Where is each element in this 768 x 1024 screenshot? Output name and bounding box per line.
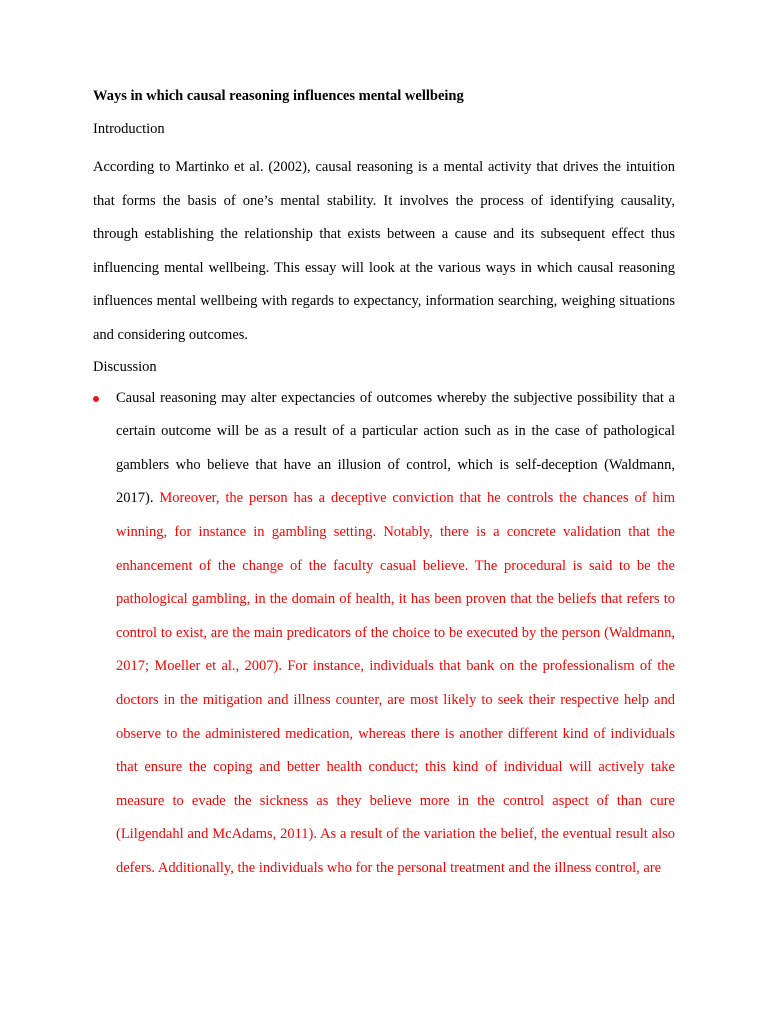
introduction-heading: Introduction	[93, 121, 165, 137]
bullet-text-black: Causal reasoning may alter expectancies of outcomes whereby the subjective possibility that a certain outcome will be as a result of a particular action such as in the case of pathological gamblers who believe that have an illusion of control, which is self-deception (Waldmann, 2017).	[116, 389, 675, 507]
bullet-icon	[93, 396, 99, 402]
document-title: Ways in which causal reasoning influences mental wellbeing	[93, 88, 464, 104]
document-page	[93, 86, 675, 885]
introduction-paragraph: According to Martinko et al. (2002), causal reasoning is a mental activity that drives the intuition that forms the basis of one’s mental stability. It involves the process of identifying causality, through establishing the relationship that exists between a cause and its subsequent effect thus influencing mental wellbeing. This essay will look at the various ways in which causal reasoning influences mental wellbeing with regards to expectancy, information searching, weighing situations and considering outcomes.	[93, 159, 675, 343]
discussion-heading: Discussion	[93, 358, 157, 375]
bullet-text-red: Moreover, the person has a deceptive conviction that he controls the chances of him winning, for instance in gambling setting. Notably, there is a concrete validation that the enhancement of the change of the faculty casual believe. The procedural is said to be the pathological gambling, in the domain of health, it has been proven that the beliefs that refers to control to exist, are the main predicators of the choice to be executed by the person (Waldmann, 2017; Moeller et al., 2007). For instance, individuals that bank on the professionalism of the doctors in the mitigation and illness counter, are most likely to seek their respective help and observe to the administered medication, whereas there is another different kind of individuals that ensure the coping and better health conduct; this kind of individual will actively take measure to evade the sickness as they believe more in the control aspect of than cure (Lilgendahl and McAdams, 2011). As a result of the variation the belief, the eventual result also defers. Additionally, the individuals who for the personal treatment and the illness control, are	[116, 490, 675, 876]
discussion-bullet-list	[93, 382, 675, 886]
list-item	[93, 382, 675, 886]
